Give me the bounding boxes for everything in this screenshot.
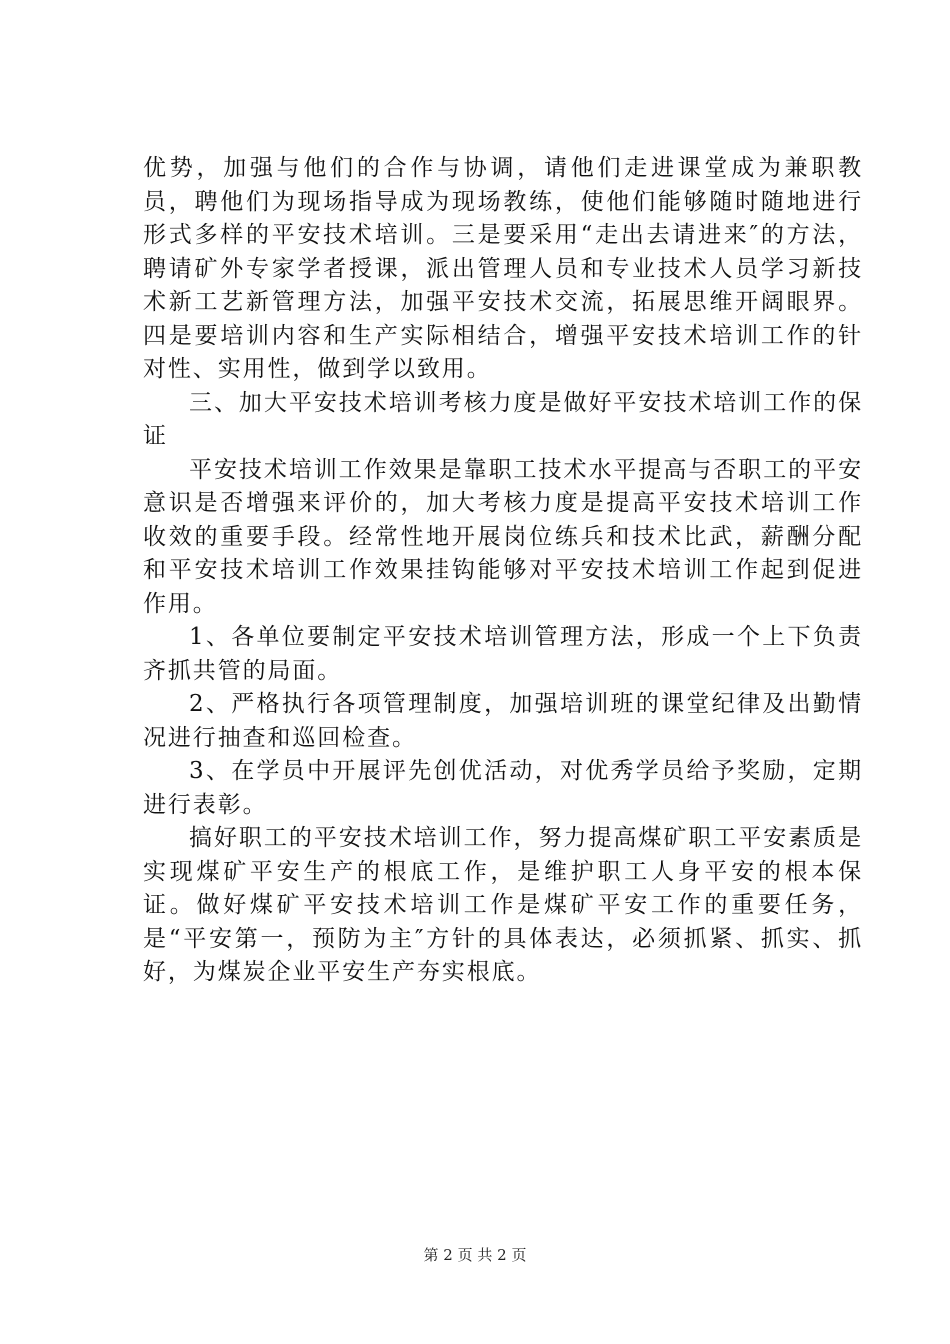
list-item: 3、在学员中开展评先创优活动，对优秀学员给予奖励，定期进行表彰。 (143, 758, 863, 818)
page-number: 第 2 页 共 2 页 (423, 1246, 527, 1264)
section-heading: 三、加大平安技术培训考核力度是做好平安技术培训工作的保证 (143, 389, 863, 449)
list-item: 1、各单位要制定平安技术培训管理方法，形成一个上下负责齐抓共管的局面。 (143, 624, 863, 684)
paragraph: 平安技术培训工作效果是靠职工技术水平提高与否职工的平安意识是否增强来评价的，加大考核力度是提高平安技术培训工作收效的重要手段。经常性地开展岗位练兵和技术比武，薪酬分配和平安技术培训工作效果挂钩能够对平安技术培训工作起到促进作用。 (143, 456, 863, 617)
document-body (143, 152, 863, 990)
list-item: 2、严格执行各项管理制度，加强培训班的课堂纪律及出勤情况进行抽查和巡回检查。 (143, 691, 863, 751)
paragraph: 搞好职工的平安技术培训工作，努力提高煤矿职工平安素质是实现煤矿平安生产的根底工作，是维护职工人身平安的根本保证。做好煤矿平安技术培训工作是煤矿平安工作的重要任务，是“平安第一，预防为主″方针的具体表达，必须抓紧、抓实、抓好，为煤炭企业平安生产夯实根底。 (143, 825, 863, 985)
paragraph-continuation: 优势，加强与他们的合作与协调，请他们走进课堂成为兼职教员，聘他们为现场指导成为现场教练，使他们能够随时随地进行形式多样的平安技术培训。三是要采用“走出去请进来″的方法，聘请矿外专家学者授课，派出管理人员和专业技术人员学习新技术新工艺新管理方法，加强平安技术交流，拓展思维开阔眼界。四是要培训内容和生产实际相结合，增强平安技术培训工作的针对性、实用性，做到学以致用。 (143, 155, 863, 382)
